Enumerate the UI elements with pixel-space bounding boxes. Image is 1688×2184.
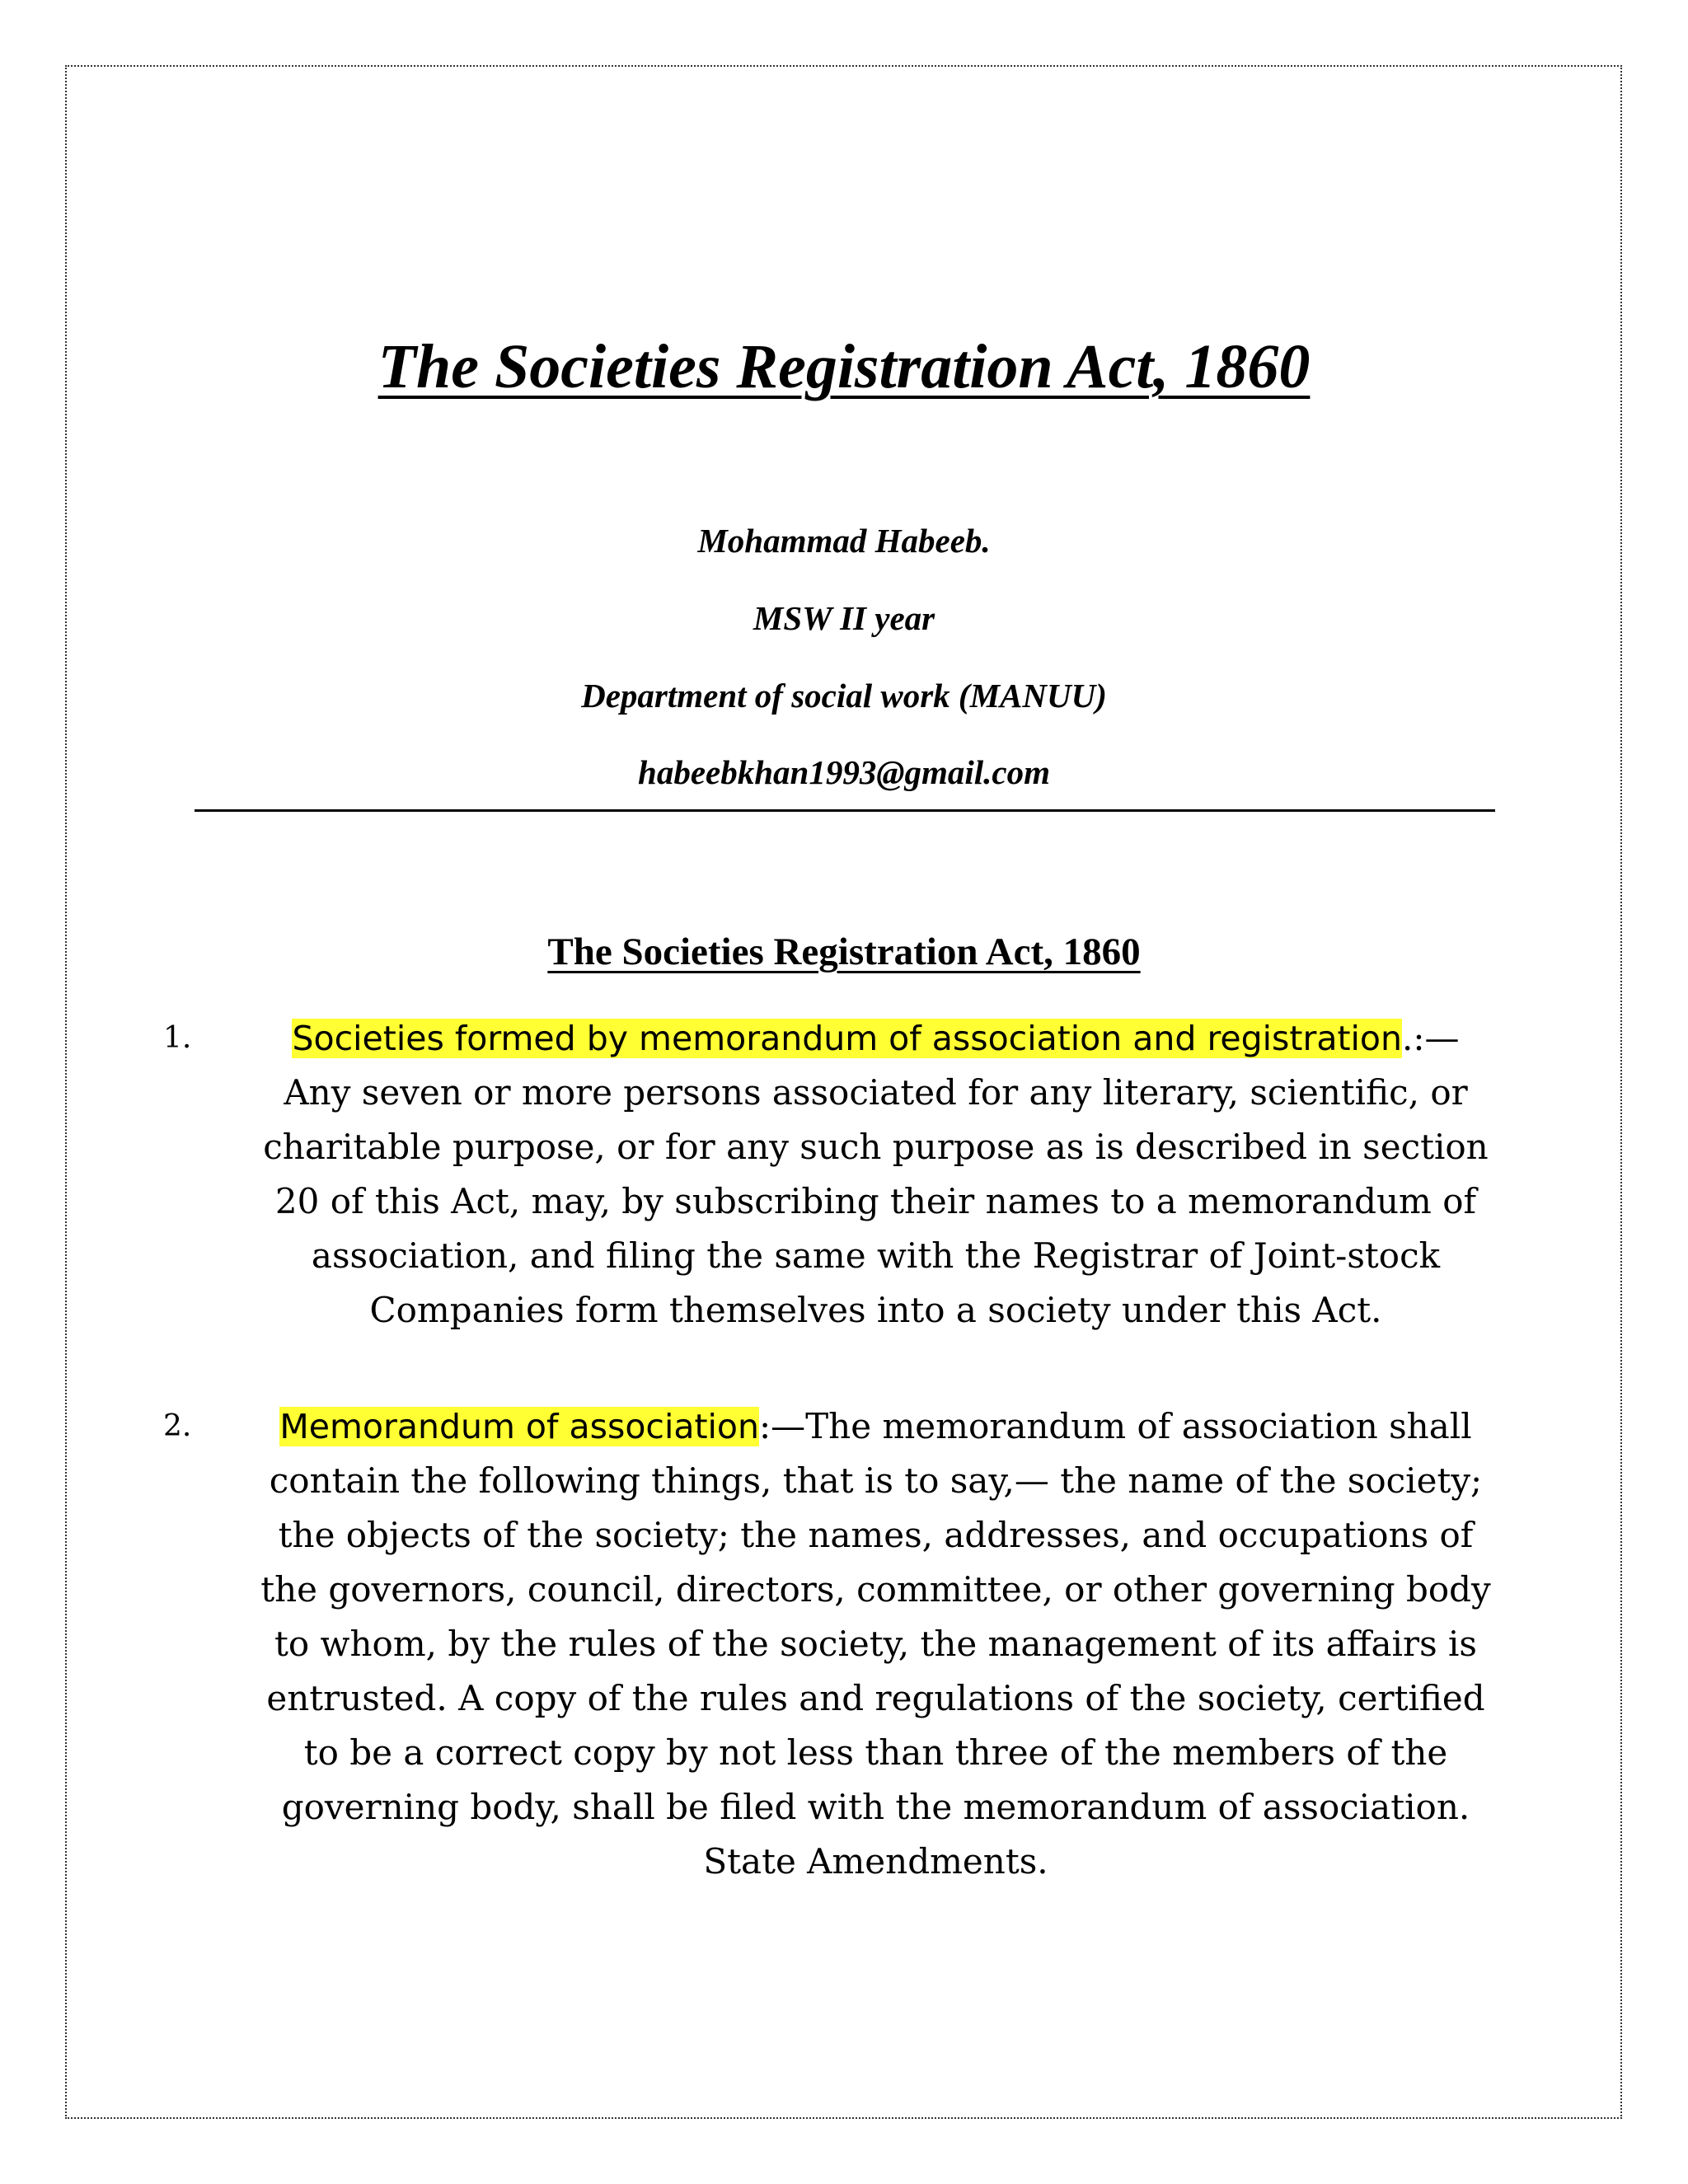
author-program: MSW II year [753, 599, 935, 637]
body-line: to be a correct copy by not less than three of the members of the [303, 1732, 1448, 1773]
author-name: Mohammad Habeeb. [697, 522, 991, 560]
heading-separator: .:— [1402, 1018, 1460, 1058]
list-item-heading-line [210, 1399, 1541, 1454]
list-item-number: 1. [163, 1021, 192, 1055]
body-line: 20 of this Act, may, by subscribing their names to a memorandum of [274, 1181, 1477, 1221]
highlighted-heading: Memorandum of association [279, 1407, 760, 1446]
list-item-1 [148, 1011, 1541, 1338]
body-line: entrusted. A copy of the rules and regulations of the society, certified [266, 1678, 1485, 1718]
body-line: contain the following things, that is to say,— the name of the society; [269, 1460, 1483, 1501]
author-email: habeebkhan1993@gmail.com [638, 753, 1050, 791]
body-line: the governors, council, directors, committee, or other governing body [260, 1569, 1491, 1610]
list-item-heading-line [210, 1011, 1541, 1066]
body-line: the objects of the society; the names, addresses, and occupations of [278, 1515, 1474, 1555]
heading-line-rest: The memorandum of association shall [805, 1406, 1472, 1446]
header-divider [195, 809, 1495, 812]
body-line: State Amendments. [703, 1841, 1048, 1882]
heading-separator: :— [759, 1406, 806, 1446]
highlighted-heading: Societies formed by memorandum of association and registration [292, 1019, 1402, 1058]
body-line: association, and filing the same with the Registrar of Joint-stock [311, 1235, 1441, 1276]
body-line: governing body, shall be filed with the memorandum of association. [281, 1787, 1470, 1827]
list-item-2 [148, 1399, 1541, 1889]
author-department: Department of social work (MANUU) [581, 677, 1107, 715]
section-title: The Societies Registration Act, 1860 [547, 930, 1141, 973]
body-line: charitable purpose, or for any such purpose as is described in section [263, 1127, 1489, 1167]
body-line: to whom, by the rules of the society, the management of its affairs is [274, 1624, 1477, 1664]
list-item-number: 2. [163, 1409, 192, 1443]
body-line: Companies form themselves into a society under this Act. [369, 1290, 1382, 1330]
body-line: Any seven or more persons associated for any literary, scientific, or [284, 1072, 1468, 1113]
document-title: The Societies Registration Act, 1860 [377, 332, 1311, 401]
